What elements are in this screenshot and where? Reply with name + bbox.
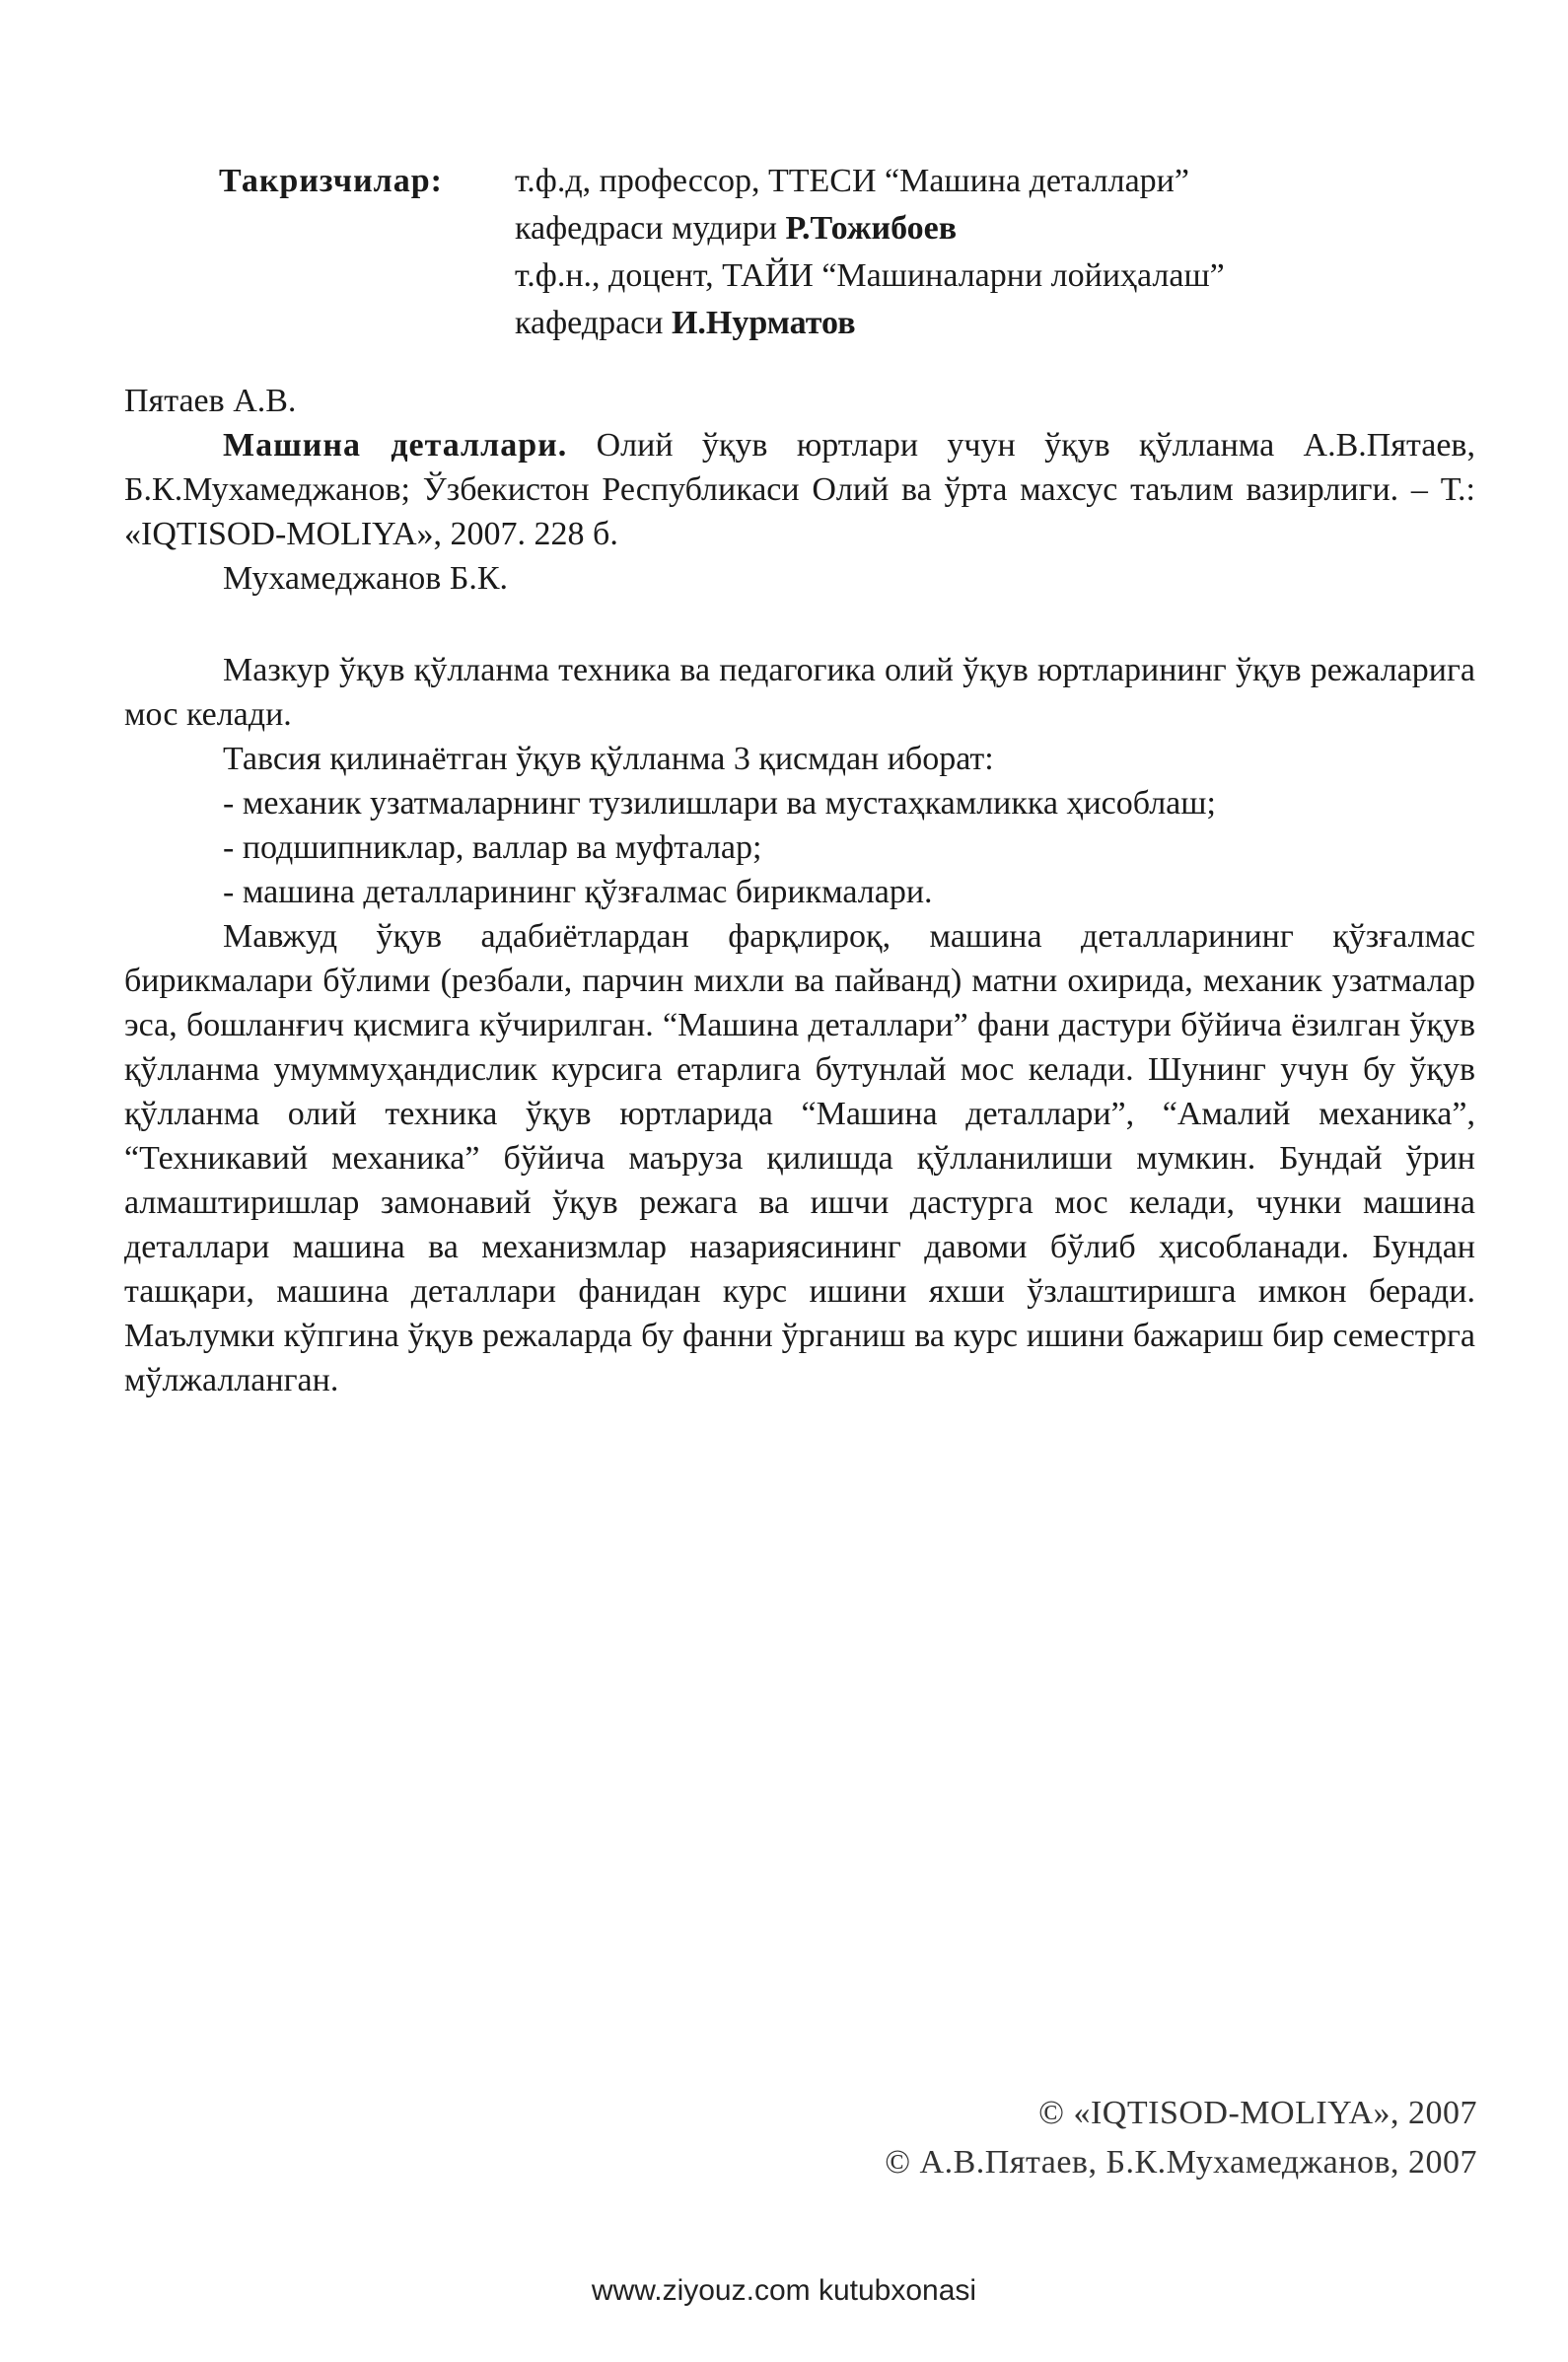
footer-source: www.ziyouz.com kutubxonasi [591, 2274, 977, 2307]
reviewers-lines [515, 158, 1353, 347]
biblio-coauthor: Мухамеджанов Б.К. [223, 560, 509, 597]
reviewer-2-department-text: кафедраси [515, 305, 672, 341]
reviewer-2-department [515, 300, 1353, 347]
reviewer-1-name: Р.Тожибоев [785, 210, 958, 247]
list-item-2: - подшипниклар, валлар ва муфталар; [223, 829, 762, 866]
reviewer-1-department-text: кафедраси мудири [515, 210, 786, 247]
biblio-entry-text: Олий ўқув юртлари учун ўқув қўлланма А.В.Пятаев, Б.К.Мухамеджанов; Ўзбекистон Республикаси Олий ва ўрта махсус таълим вазирлиги. – Т.: «IQTISOD-MOLIYA», 2007. 228 б. [124, 427, 1475, 552]
copyright-publisher: © «IQTISOD-MOLIYA», 2007 [1038, 2095, 1477, 2131]
reviewer-1-department [515, 205, 1353, 252]
bibliographic-record [124, 379, 1475, 601]
list-item-3: - машина деталларининг қўзғалмас бирикмалари. [223, 874, 933, 910]
biblio-title: Машина деталлари. [223, 427, 568, 464]
paragraph-2: Тавсия қилинаётган ўқув қўлланма 3 қисмдан иборат: [223, 741, 994, 777]
reviewers-label: Такризчилар: [219, 163, 443, 199]
paragraph-3: Мавжуд ўқув адабиётлардан фарқлироқ, машина деталларининг қўзғалмас бирикмалари бўлими (резбали, парчин михли ва пайванд) матни охирида, механик узатмалар эса, бошланғич қисмига кўчирилган. “Машина деталлари” фани дастури бўйича ёзилган ўқув қўлланма умуммуҳандислик курсига етарлига бутунлай мос келади. Шунинг учун бу ўқув қўлланма олий техника ўқув юртларида “Машина деталлари”, “Амалий механика”, “Техникавий механика” бўйича маъруза қилишда қўлланилиши мумкин. Бундай ўрин алмаштиришлар замонавий ўқув режага ва ишчи дастурга мос келади, чунки машина деталлари машина ва механизмлар назариясининг давоми бўлиб ҳисобланади. Бундан ташқари, машина деталлари фанидан курс ишини яхши ўзлаштиришга имкон беради. Маълумки кўпгина ўқув режаларда бу фанни ўрганиш ва курс ишини бажариш бир семестрга мўлжалланган. [124, 918, 1475, 1398]
annotation-text [124, 648, 1475, 1402]
copyright-block [885, 2089, 1477, 2187]
reviewer-2-position: т.ф.н., доцент, ТАЙИ “Машиналарни лойиҳалаш” [515, 257, 1225, 294]
paragraph-1: Мазкур ўқув қўлланма техника ва педагогика олий ўқув юртларининг ўқув режаларига мос келади. [124, 652, 1475, 733]
reviewer-1-position: т.ф.д, профессор, ТТЕСИ “Машина деталлари” [515, 163, 1189, 199]
reviewer-2-name: И.Нурматов [671, 305, 856, 341]
biblio-author: Пятаев А.В. [124, 383, 297, 419]
list-item-1: - механик узатмаларнинг тузилишлари ва мустаҳкамликка ҳисоблаш; [223, 785, 1216, 822]
biblio-entry [124, 423, 1475, 556]
copyright-authors: © А.В.Пятаев, Б.К.Мухамеджанов, 2007 [885, 2144, 1477, 2181]
